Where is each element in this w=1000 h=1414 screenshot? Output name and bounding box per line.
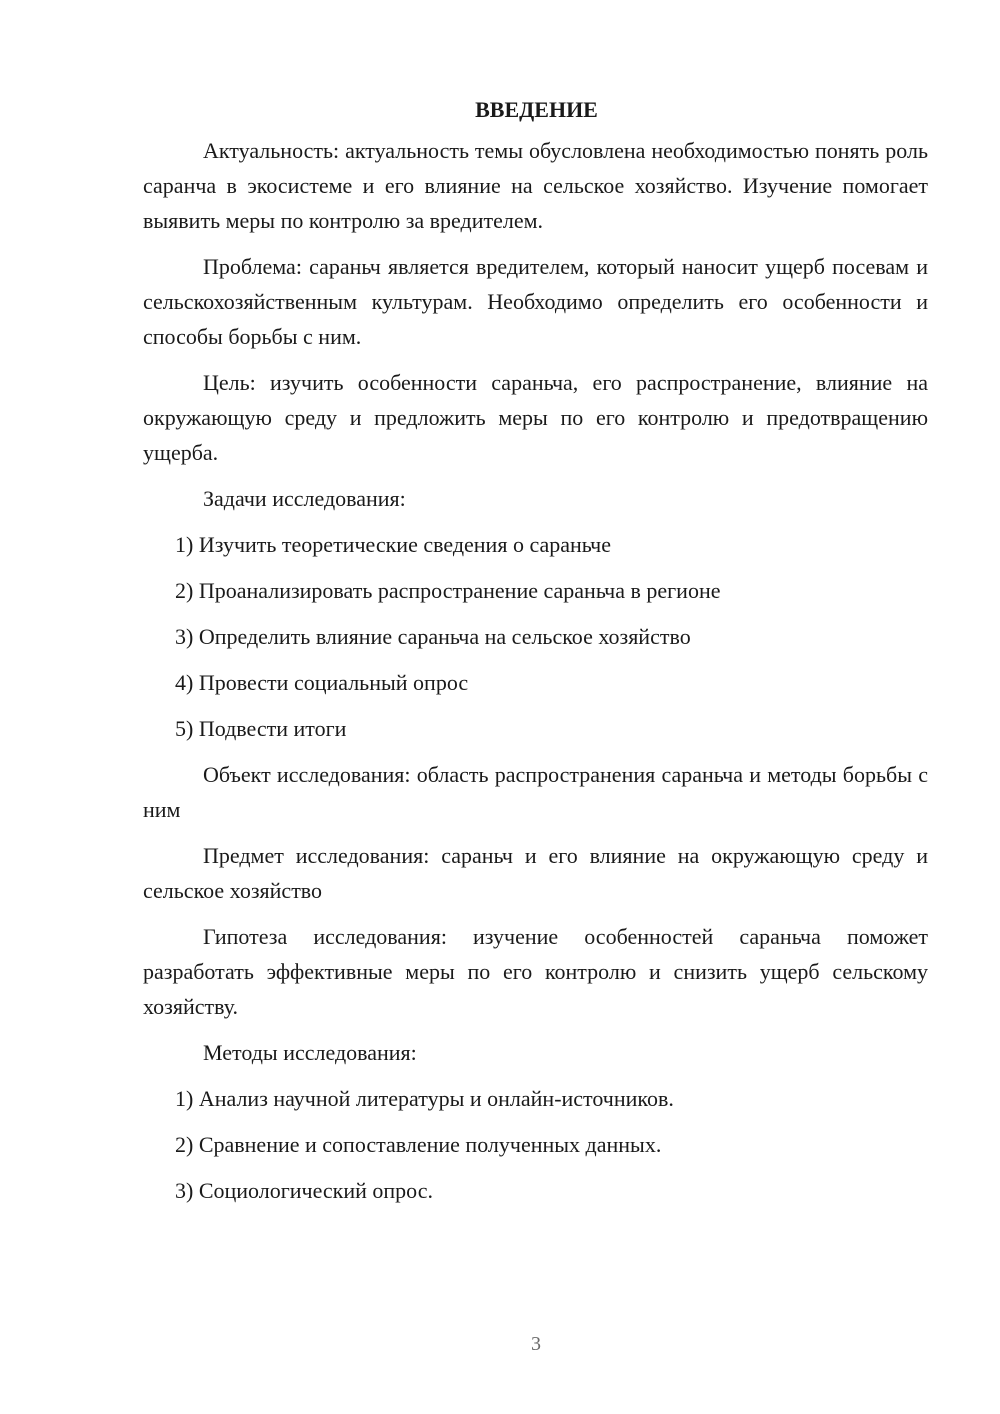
problem-paragraph: Проблема: сараньч является вредителем, который наносит ущерб посевам и сельскохозяйственным культурам. Необходимо определить его особенности и способы борьбы с ним. (143, 254, 928, 349)
section-title: ВВЕДЕНИЕ (475, 97, 598, 122)
object-paragraph: Объект исследования: область распространения сараньча и методы борьбы с ним (143, 762, 928, 822)
method-item: 1) Анализ научной литературы и онлайн-источников. (175, 1086, 674, 1111)
method-item: 3) Социологический опрос. (175, 1178, 433, 1203)
goal-paragraph: Цель: изучить особенности сараньча, его распространение, влияние на окружающую среду и предложить меры по его контролю и предотвращению ущерба. (143, 370, 928, 465)
page-number: 3 (531, 1333, 541, 1355)
task-item: 4) Провести социальный опрос (175, 670, 469, 695)
subject-paragraph: Предмет исследования: сараньч и его влияние на окружающую среду и сельское хозяйство (143, 843, 928, 903)
task-item: 5) Подвести итоги (175, 716, 347, 741)
tasks-label: Задачи исследования: (203, 486, 406, 511)
page-content (143, 94, 928, 1219)
methods-list (143, 1081, 928, 1208)
method-item: 2) Сравнение и сопоставление полученных данных. (175, 1132, 662, 1157)
tasks-list (143, 527, 928, 746)
hypothesis-paragraph: Гипотеза исследования: изучение особенностей сараньча поможет разработать эффективные меры по его контролю и снизить ущерб сельскому хозяйству. (143, 924, 928, 1019)
methods-label: Методы исследования: (203, 1040, 417, 1065)
task-item: 2) Проанализировать распространение сараньча в регионе (175, 578, 721, 603)
task-item: 1) Изучить теоретические сведения о сараньче (175, 532, 611, 557)
task-item: 3) Определить влияние сараньча на сельское хозяйство (175, 624, 691, 649)
relevance-paragraph: Актуальность: актуальность темы обусловлена необходимостью понять роль саранча в экосистеме и его влияние на сельское хозяйство. Изучение помогает выявить меры по контролю за вредителем. (143, 138, 928, 233)
